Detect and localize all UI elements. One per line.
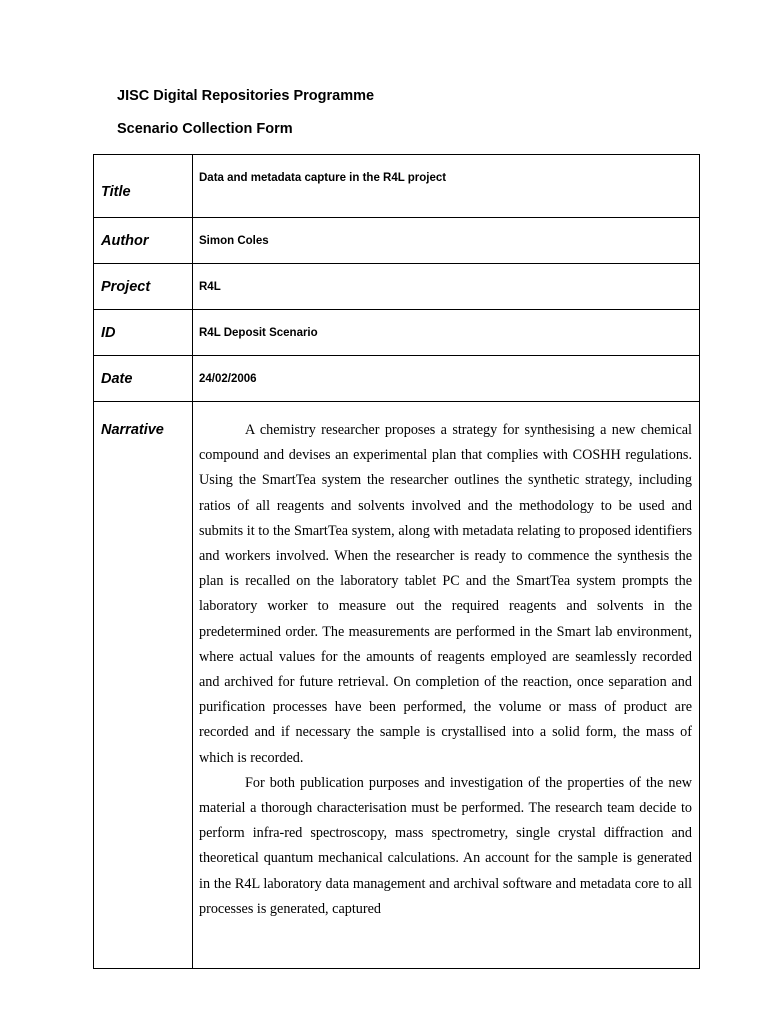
scenario-form-table	[93, 154, 700, 969]
project-row	[94, 264, 700, 310]
narrative-cell	[193, 402, 700, 969]
author-value: Simon Coles	[193, 218, 700, 264]
narrative-paragraph-2: For both publication purposes and investigation of the properties of the new material a thorough characterisation must be performed. The research team decide to perform infra-red spectroscopy, mass spectrometry, single crystal diffraction and theoretical quantum mechanical calculations. An account for the sample is generated in the R4L laboratory data management and archival software and metadata core to all processes is generated, captured	[199, 774, 692, 917]
date-row	[94, 356, 700, 402]
author-row	[94, 218, 700, 264]
narrative-text	[193, 402, 699, 948]
id-value: R4L Deposit Scenario	[193, 310, 700, 356]
programme-heading: JISC Digital Repositories Programme	[117, 88, 375, 104]
narrative-label: Narrative	[94, 402, 193, 969]
project-value: R4L	[193, 264, 700, 310]
project-label: Project	[94, 264, 193, 310]
form-title-heading: Scenario Collection Form	[117, 121, 293, 137]
narrative-row	[94, 402, 700, 969]
narrative-paragraph-1: A chemistry researcher proposes a strategy for synthesising a new chemical compound and devises an experimental plan that complies with COSHH regulations. Using the SmartTea system the researcher outlines the synthetic strategy, including ratios of all reagents and solvents involved and the methodology to be used and submits it to the SmartTea system, along with metadata relating to proposed identifiers and workers involved. When the researcher is ready to commence the synthesis the plan is recalled on the laboratory tablet PC and the SmartTea system prompts the laboratory worker to measure out the required reagents and solvents in the predetermined order. The measurements are performed in the Smart lab environment, where actual values for the amounts of reagents employed are seamlessly recorded and archived for future retrieval. On completion of the reaction, once separation and purification processes have been performed, the volume or mass of product are recorded and if necessary the sample is crystallised into a solid form, the mass of which is recorded.	[199, 422, 692, 766]
date-label: Date	[94, 356, 193, 402]
id-label: ID	[94, 310, 193, 356]
title-row	[94, 155, 700, 218]
author-label: Author	[94, 218, 193, 264]
id-row	[94, 310, 700, 356]
title-value: Data and metadata capture in the R4L project	[193, 155, 700, 218]
title-label: Title	[94, 155, 193, 218]
date-value: 24/02/2006	[193, 356, 700, 402]
